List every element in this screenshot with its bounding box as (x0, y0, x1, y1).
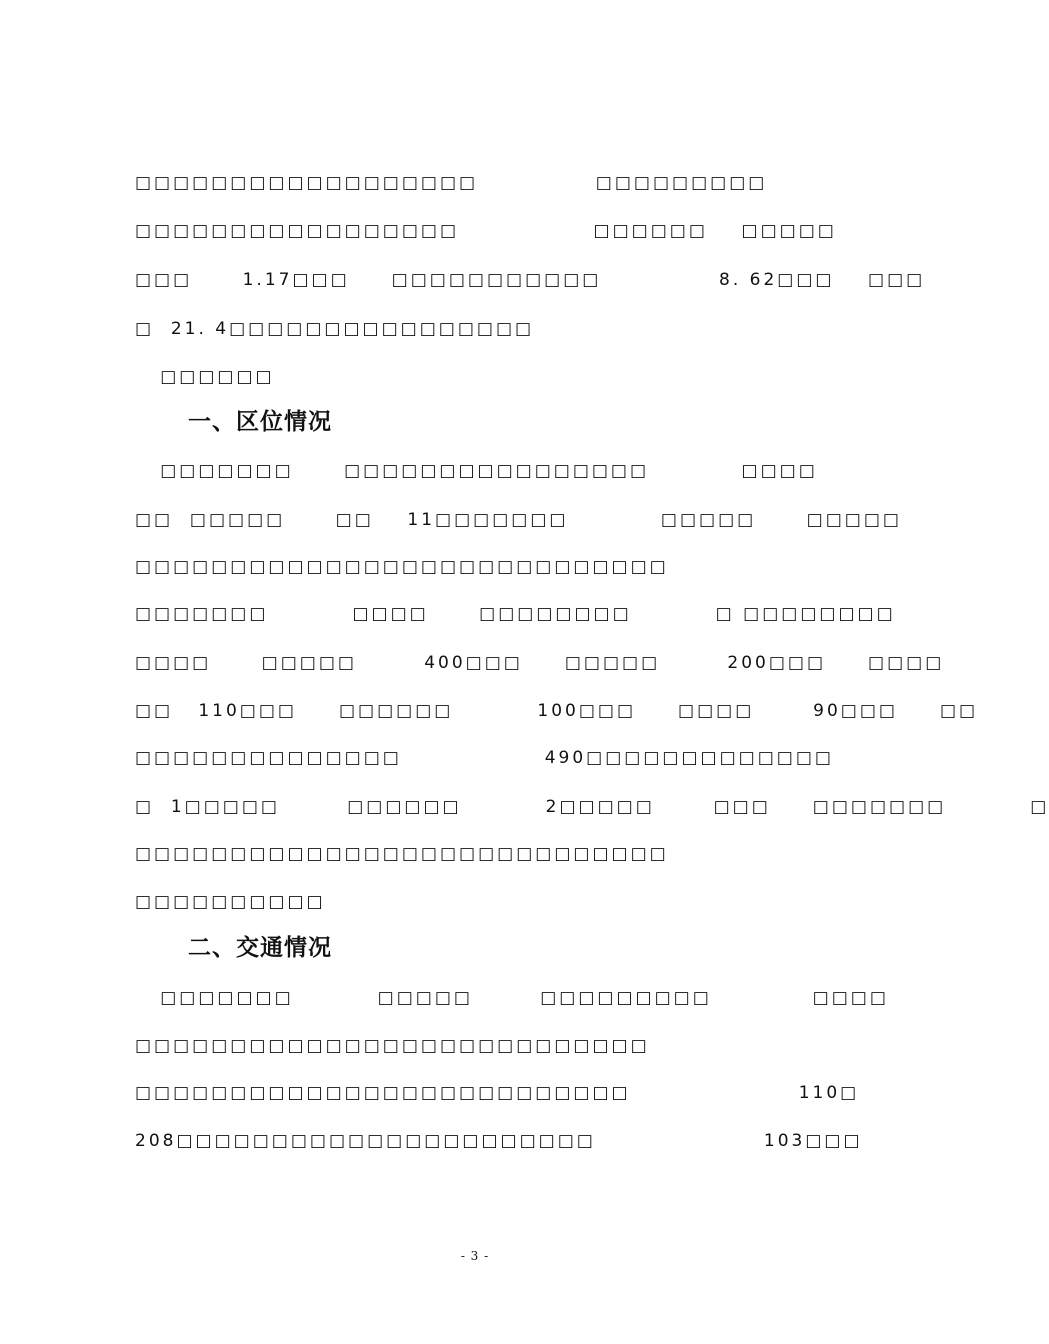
text-line-18: □□□□□□□□□□□□□□□□□□□□□□□□□□ 110□ (135, 1083, 860, 1103)
text-line-14: □□□□□□□□□□□□□□□□□□□□□□□□□□□□ (135, 844, 669, 864)
text-line-4: □ 21. 4□□□□□□□□□□□□□□□□ (135, 319, 535, 339)
text-line-17: □□□□□□□□□□□□□□□□□□□□□□□□□□□ (135, 1036, 650, 1056)
section-heading-location: 一、区位情况 (188, 409, 332, 435)
text-line-9: □□□□□□□ □□□□ □□□□□□□□ □ □□□□□□□□ (135, 604, 896, 624)
text-line-5: □□□□□□ (135, 367, 275, 387)
text-line-15: □□□□□□□□□□ (135, 892, 326, 912)
page-number: - 3 - (460, 1249, 490, 1263)
text-line-16: □□□□□□□ □□□□□ □□□□□□□□□ □□□□ (135, 988, 889, 1008)
text-line-12: □□□□□□□□□□□□□□ 490□□□□□□□□□□□□□ (135, 748, 834, 768)
text-line-2: □□□□□□□□□□□□□□□□□ □□□□□□ □□□□□ (135, 221, 837, 241)
text-line-1: □□□□□□□□□□□□□□□□□□ □□□□□□□□□ (135, 173, 768, 193)
text-line-3: □□□ 1.17□□□ □□□□□□□□□□□ 8. 62□□□ □□□ (135, 270, 926, 290)
text-line-8: □□□□□□□□□□□□□□□□□□□□□□□□□□□□ (135, 557, 669, 577)
text-line-11: □□ 110□□□ □□□□□□ 100□□□ □□□□ 90□□□ □□ (135, 701, 979, 721)
text-line-13: □ 1□□□□□ □□□□□□ 2□□□□□ □□□ □□□□□□□ □ (135, 797, 1049, 817)
text-line-10: □□□□ □□□□□ 400□□□ □□□□□ 200□□□ □□□□ (135, 653, 945, 673)
section-heading-traffic: 二、交通情况 (188, 935, 332, 961)
text-line-19: 208□□□□□□□□□□□□□□□□□□□□□□ 103□□□ (135, 1131, 863, 1151)
text-line-7: □□ □□□□□ □□ 11□□□□□□□ □□□□□ □□□□□ (135, 510, 902, 530)
text-line-6: □□□□□□□ □□□□□□□□□□□□□□□□ □□□□ (135, 461, 818, 481)
